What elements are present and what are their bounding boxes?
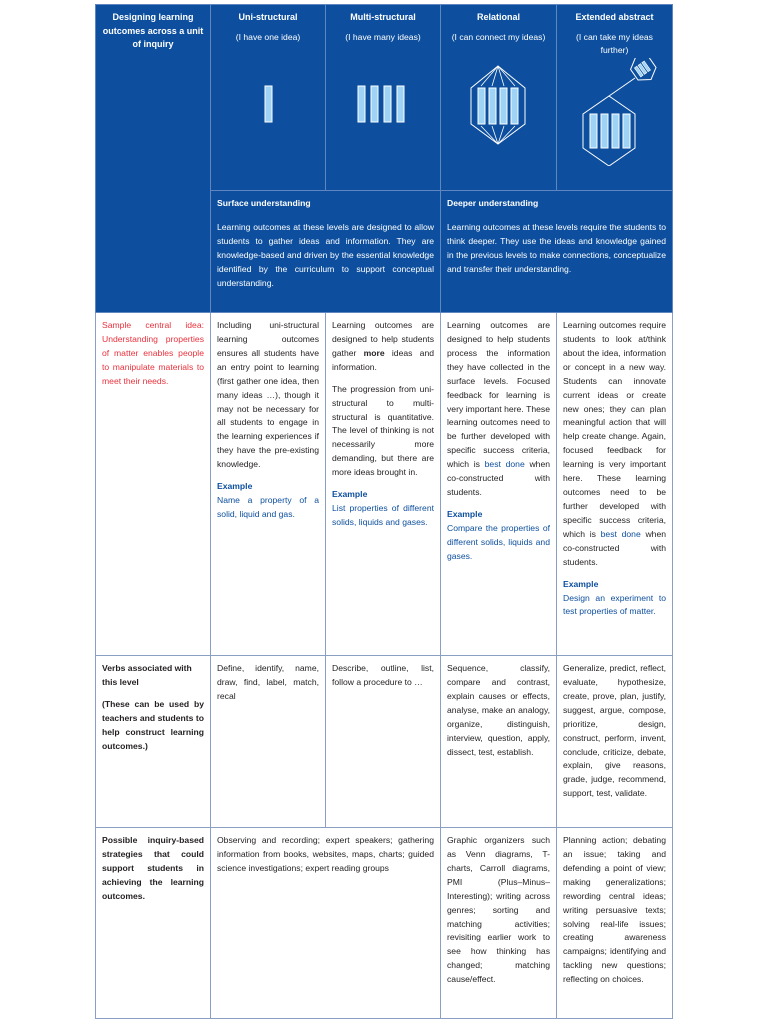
deeper-title: Deeper understanding — [447, 198, 539, 208]
connected-ideas-icon — [447, 44, 550, 152]
many-ideas-icon — [332, 44, 434, 152]
extended-sample-cell — [557, 313, 673, 656]
verbs-note: (These can be used by teachers and students to help construct learning outcomes.) — [102, 698, 204, 751]
deeper-understanding-cell — [441, 191, 673, 313]
multi-sample-text-2: The progression from uni-structural to multi-structural is quantitative. The level of thinking is not necessarily more demanding, but there are more ideas brought in. — [332, 383, 434, 478]
one-idea-icon — [217, 44, 319, 152]
uni-sample-cell — [211, 313, 326, 656]
surface-text: Learning outcomes at these levels are designed to allow students to gather ideas and information. They are knowledge-based and driven by the essential knowledge identified by the curriculum to support conceptual understanding. — [217, 221, 434, 288]
sample-central-idea: Sample central idea: Understanding properties of matter enables people to manipulate materials to meet their needs. — [96, 313, 211, 656]
relational-example-text: Compare the properties of different solids, liquids and gases. — [447, 522, 550, 561]
designing-header-cell — [96, 5, 211, 313]
extended-example-label: Example — [563, 578, 599, 589]
extended-abstract-header — [557, 5, 673, 191]
multi-example-label: Example — [332, 489, 368, 500]
relational-sample-text: Learning outcomes are designed to help students process the information they have collected in the surface levels. Focused feedback for learning is very important here. These learning outcomes need to be further developed with specific success criteria, which is best done when co-constructed with students. — [447, 320, 551, 498]
uni-verbs: Define, identify, name, draw, find, label, match, recal — [211, 656, 326, 828]
multi-structural-sub: (I have many ideas) — [345, 31, 421, 42]
surface-title: Surface understanding — [217, 198, 311, 208]
multi-structural-title: Multi-structural — [350, 12, 416, 22]
multi-structural-header — [326, 5, 441, 191]
ideas-further-icon — [563, 58, 666, 166]
verbs-label-cell — [96, 656, 211, 828]
relational-sub: (I can connect my ideas) — [451, 31, 546, 42]
relational-title: Relational — [476, 12, 520, 22]
learning-outcomes-table — [95, 4, 673, 1019]
surface-strategies: Observing and recording; expert speakers; gathering information from books, websites, maps, charts; guided science investigations; expert reading groups — [211, 828, 441, 1019]
multi-sample-cell — [326, 313, 441, 656]
relational-sample-cell — [441, 313, 557, 656]
multi-sample-text: Learning outcomes are designed to help students gather more ideas and information. — [332, 320, 435, 372]
relational-strategies: Graphic organizers such as Venn diagrams, T-charts, Carroll diagrams, PMI (Plus–Minus–Interesting); writing across genres; sorting and matching activities; revisiting earlier work to see how thinking has changed; matching cause/effect. — [441, 828, 557, 1019]
extended-example-text: Design an experiment to test properties of matter. — [563, 592, 666, 617]
extended-sample-text: Learning outcomes require students to look at/think about the idea, information or concept in a new way. Students can innovate current ideas or create new ones; they can plan meaningful action that will help create change. Again, focused feedback for learning is very important here. These learning outcomes need to be further developed with specific success criteria, which is best done when co-constructed with students. — [563, 320, 667, 567]
relational-verbs: Sequence, classify, compare and contrast, explain causes or effects, analyse, make an analogy, organize, distinguish, interview, question, apply, dissect, test, establish. — [441, 656, 557, 828]
uni-example-text: Name a property of a solid, liquid and gas. — [217, 495, 319, 519]
multi-verbs: Describe, outline, list, follow a procedure to … — [326, 656, 441, 828]
extended-abstract-sub: (I can take my ideas further) — [576, 31, 653, 56]
surface-understanding-cell — [211, 191, 441, 313]
uni-structural-title: Uni-structural — [238, 12, 298, 22]
relational-example-label: Example — [447, 508, 483, 519]
multi-example-text: List properties of different solids, liquids and gases. — [332, 503, 434, 527]
deeper-text: Learning outcomes at these levels require the students to think deeper. They use the ideas and knowledge gained in the previous levels to make connections, conceptualize and transfer their understanding. — [447, 221, 666, 274]
verbs-label: Verbs associated with this level — [102, 663, 192, 687]
uni-structural-header — [211, 5, 326, 191]
uni-example-label: Example — [217, 481, 253, 492]
uni-sample-text: Including uni-structural learning outcomes ensures all students have an entry point to learning (first gather one idea, then many ideas …), though it may not be necessary for all students to engage in the learning experiences if they have the pre-existing knowledge. — [217, 320, 319, 470]
extended-verbs: Generalize, predict, reflect, evaluate, hypothesize, create, prove, plan, justify, suggest, argue, compose, prioritize, design, construct, perform, invent, conclude, criticize, debate, explain, give reasons, grade, judge, recommend, support, test, validate. — [557, 656, 673, 828]
uni-structural-sub: (I have one idea) — [235, 31, 301, 42]
strategies-label: Possible inquiry-based strategies that could support students in achieving the learning outcomes. — [96, 828, 211, 1019]
designing-title: Designing learning outcomes across a unit of inquiry — [102, 12, 204, 49]
relational-header — [441, 5, 557, 191]
extended-abstract-title: Extended abstract — [575, 12, 654, 22]
extended-strategies: Planning action; debating an issue; taking and defending a point of view; making generalizations; rewording central ideas; writing persuasive texts; solving real-life issues; creating awareness campaigns; identifying and tackling new questions; reflecting on choices. — [557, 828, 673, 1019]
